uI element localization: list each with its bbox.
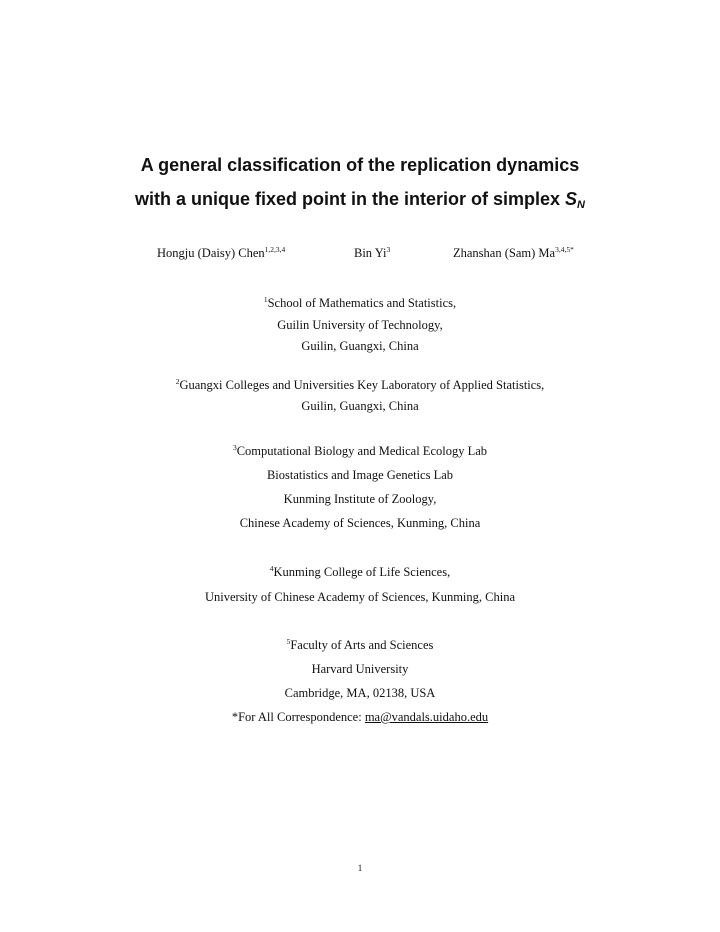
affiliation-5-line-3: Cambridge, MA, 02138, USA — [284, 686, 436, 700]
affiliation-2-line-1 — [0, 377, 720, 393]
affiliation-5-line-2: Harvard University — [311, 662, 409, 676]
author-affiliation-marks: 3 — [386, 245, 391, 254]
affiliation-mark: 2 — [175, 377, 180, 386]
author-affiliation-marks: 3,4,5* — [555, 245, 574, 254]
affiliation-text: Faculty of Arts and Sciences — [290, 638, 434, 652]
affiliation-text: Guangxi Colleges and Universities Key Laboratory of Applied Statistics, — [179, 378, 545, 392]
simplex-symbol-letter: S — [565, 189, 578, 209]
author-name: Bin Yi — [354, 246, 387, 260]
affiliation-mark: 3 — [232, 443, 237, 452]
author-affiliation-marks: 1,2,3,4 — [264, 245, 286, 254]
affiliation-1-line-1 — [0, 295, 720, 311]
affiliation-mark: 1 — [263, 295, 268, 304]
affiliation-1-line-3: Guilin, Guangxi, China — [301, 339, 419, 353]
affiliation-4-line-2: University of Chinese Academy of Sciences, Kunming, China — [204, 590, 515, 604]
affiliation-5-line-1 — [0, 637, 720, 653]
affiliation-3-line-1 — [0, 443, 720, 459]
affiliation-3-line-3: Kunming Institute of Zoology, — [283, 492, 437, 506]
author-list — [0, 246, 720, 264]
simplex-symbol — [565, 189, 585, 209]
affiliation-text: Computational Biology and Medical Ecology Lab — [236, 444, 488, 458]
affiliation-1-line-2: Guilin University of Technology, — [277, 318, 443, 332]
affiliation-3-line-4: Chinese Academy of Sciences, Kunming, China — [239, 516, 481, 530]
correspondence-label: *For All Correspondence: — [231, 710, 365, 724]
author-yi — [354, 246, 390, 261]
correspondence-line — [0, 709, 720, 725]
author-name: Zhanshan (Sam) Ma — [453, 246, 556, 260]
author-chen — [157, 246, 285, 261]
author-name: Hongju (Daisy) Chen — [157, 246, 265, 260]
affiliation-mark: 4 — [269, 564, 274, 573]
page-number: 1 — [357, 863, 363, 873]
affiliation-text: School of Mathematics and Statistics, — [267, 296, 457, 310]
paper-title-line-2 — [0, 189, 720, 211]
affiliation-3-line-2: Biostatistics and Image Genetics Lab — [266, 468, 454, 482]
simplex-symbol-subscript: N — [577, 199, 585, 211]
affiliation-2-line-2: Guilin, Guangxi, China — [301, 399, 419, 413]
correspondence-email-link[interactable]: ma@vandals.uidaho.edu — [364, 710, 489, 724]
author-ma — [453, 246, 574, 261]
paper-title-line-2-text: with a unique fixed point in the interior of simplex — [135, 189, 566, 209]
affiliation-4-line-1 — [0, 564, 720, 580]
affiliation-mark: 5 — [286, 637, 291, 646]
paper-title-line-1: A general classification of the replication dynamics — [140, 155, 580, 175]
affiliation-text: Kunming College of Life Sciences, — [273, 565, 451, 579]
